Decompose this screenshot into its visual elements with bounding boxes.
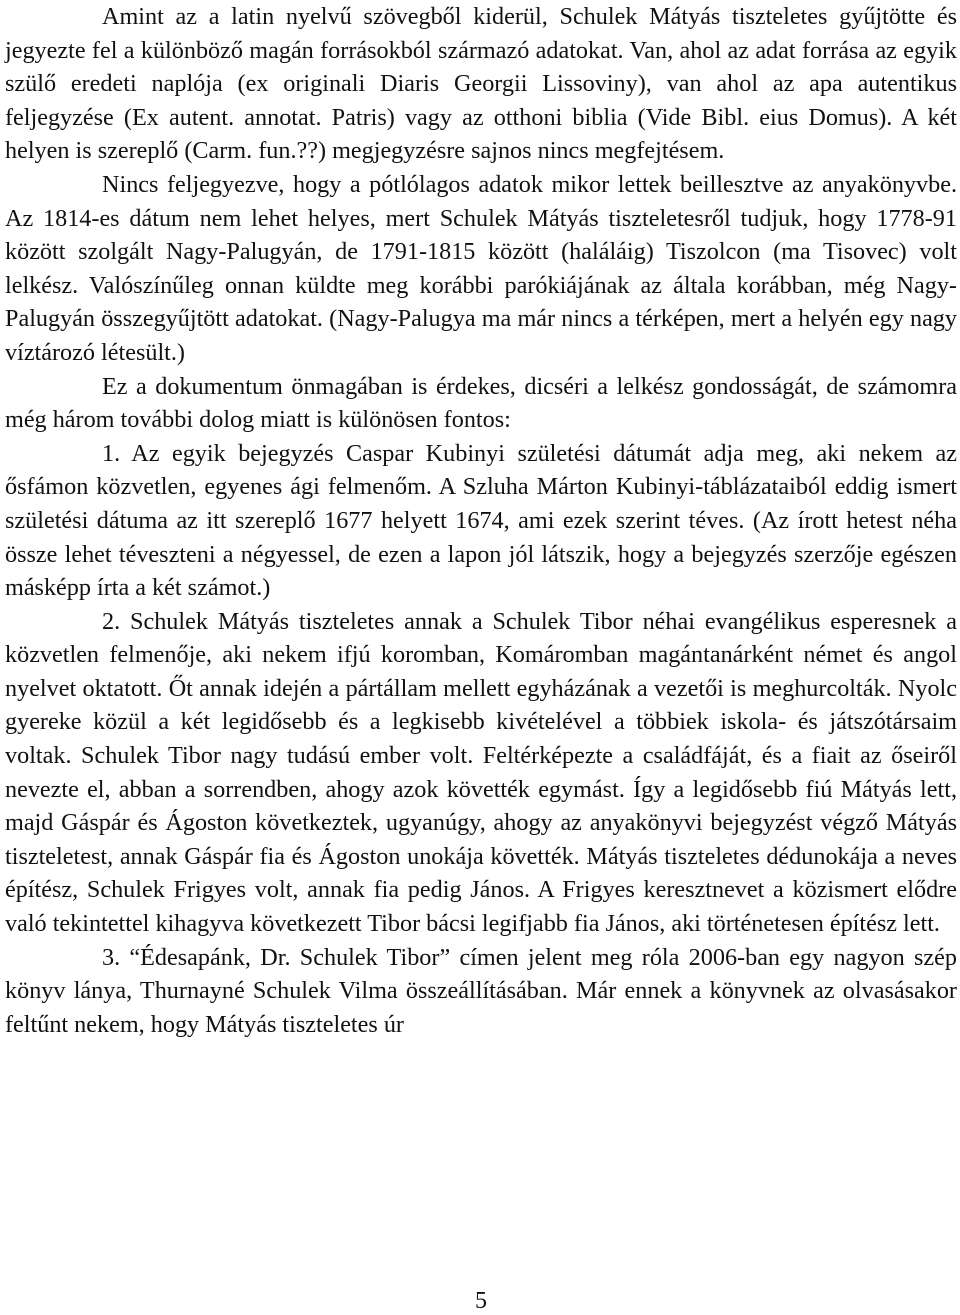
paragraph-latin-sources: Amint az a latin nyelvű szövegből kiderül, Schulek Mátyás tiszteletes gyűjtötte és jegyezte fel a különböző magán forrásokból származó adatokat. Van, ahol az adat forrása az egyik szülő eredeti naplója (ex originali Diaris Georgii Lissoviny), van ahol az apa autentikus feljegyzése (Ex autent. annotat. Patris) vagy az otthoni biblia (Vide Bibl. eius Domus). A két helyen is szereplő (Carm. fun.??) megjegyzésre sajnos nincs megfejtésem.: [5, 3, 957, 165]
paragraph-point-3: 3. “Édesapánk, Dr. Schulek Tibor” címen jelent meg róla 2006-ban egy nagyon szép könyv lánya, Thurnayné Schulek Vilma összeállításában. Már ennek a könyvnek az olvasásakor feltűnt nekem, hogy Mátyás tiszteletes úr: [5, 943, 957, 1038]
paragraph-registry-dates: Nincs feljegyezve, hogy a pótlólagos adatok mikor lettek beillesztve az anyakönyvbe. Az 1814-es dátum nem lehet helyes, mert Schulek Mátyás tiszteletesről tudjuk, hogy 1778-91 között szolgált Nagy-Palugyán, de 1791-1815 között (haláláig) Tiszolcon (ma Tisovec) volt lelkész. Valószínűleg onnan küldte meg korábbi parókiájának az általa korábban, még Nagy-Palugyán összegyűjtött adatokat. (Nagy-Palugya ma már nincs a térképen, mert a helyén egy nagy víztározó létesült.): [5, 170, 957, 366]
paragraph-point-2: 2. Schulek Mátyás tiszteletes annak a Schulek Tibor néhai evangélikus esperesnek a közvetlen felmenője, aki nekem ifjú koromban, Komáromban magántanárként német és angol nyelvet oktatott. Őt annak idején a pártállam mellett egyházának a vezetői is meghurcolták. Nyolc gyereke közül a két legidősebb és a legkisebb kivételével a többiek iskola- és játszótársaim voltak. Schulek Tibor nagy tudású ember volt. Feltérképezte a családfáját, és a fiait az őseiről nevezte el, abban a sorrendben, ahogy azok követték egymást. Így a legidősebb fiú Mátyás lett, majd Gáspár és Ágoston következtek, ugyanúgy, ahogy az anyakönyvi bejegyzést végző Mátyás tiszteletest, annak Gáspár fia és Ágoston unokája követték. Mátyás tiszteletes dédunokája a neves építész, Schulek Frigyes volt, annak fia pedig János. A Frigyes keresztnevet a közismert elődre való tekintettel kihagyva következett Tibor bácsi legifjabb fia János, aki történetesen építész lett.: [5, 607, 957, 938]
paragraph-importance-intro: Ez a dokumentum önmagában is érdekes, dicséri a lelkész gondosságát, de számomra még három további dolog miatt is különösen fontos:: [5, 372, 957, 434]
document-page: [5, 0, 957, 1315]
page-number: 5: [475, 1288, 487, 1314]
paragraph-point-1: 1. Az egyik bejegyzés Caspar Kubinyi születési dátumát adja meg, aki nekem az ősfámon közvetlen, egyenes ági felmenőm. A Szluha Márton Kubinyi-táblázataiból eddig ismert születési dátuma az itt szereplő 1677 helyett 1674, ami ezek szerint téves. (Az írott hetest néha össze lehet téveszteni a négyessel, de ezen a lapon jól látszik, hogy a bejegyzés szerzője egészen másképp írta a két számot.): [5, 439, 957, 602]
